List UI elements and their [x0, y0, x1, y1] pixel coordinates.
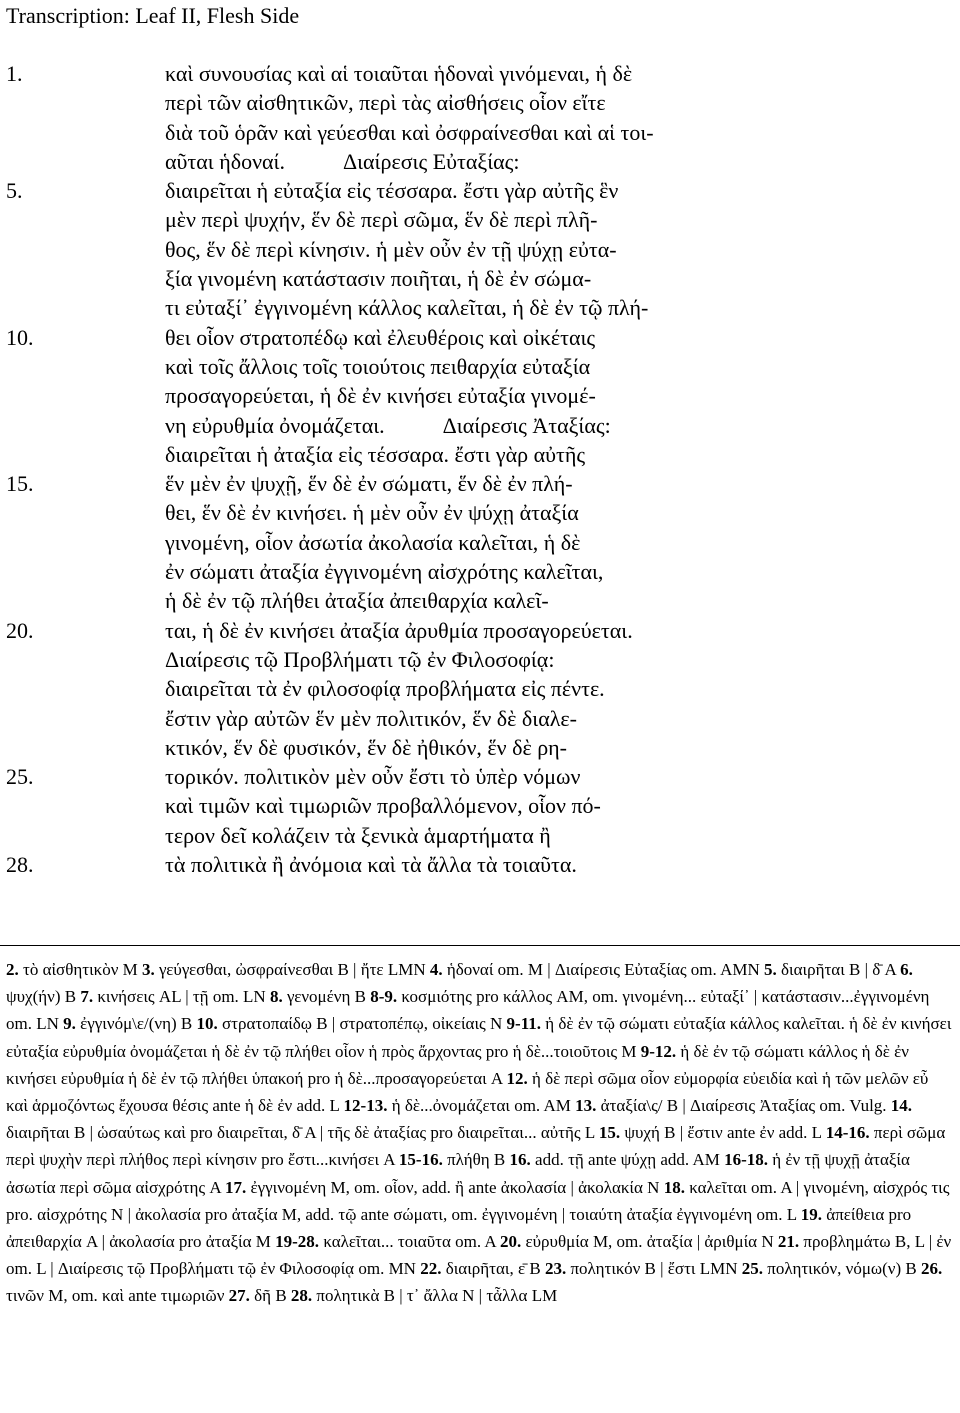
- apparatus-text: add. τῇ ante ψύχῃ add. AM: [530, 1150, 725, 1170]
- apparatus-ref: 6.: [900, 960, 913, 979]
- apparatus-text: πολητικόν, νόμω(ν) B: [763, 1259, 921, 1279]
- section-heading: Διαίρεσις Ἀταξίας:: [442, 412, 611, 438]
- text-line: [0, 323, 960, 352]
- apparatus-note: [142, 960, 430, 979]
- line-text: [165, 381, 596, 410]
- apparatus-ref: 9.: [63, 1014, 76, 1034]
- text-line: [0, 645, 960, 674]
- line-text: [165, 674, 605, 703]
- line-text: [165, 118, 654, 147]
- apparatus-ref: 19-28.: [275, 1232, 320, 1252]
- line-body: θος, ἕν δὲ περὶ κίνησιν. ἡ μὲν οὖν ἐν τῇ ψύχῃ εὐτα-: [165, 236, 617, 262]
- apparatus-ref: 12-13.: [343, 1096, 388, 1116]
- line-text: [165, 791, 601, 820]
- line-body: γινομένη, οἷον ἀσωτία ἀκολασία καλεῖται, ἡ δὲ: [165, 529, 581, 555]
- apparatus-text: ἡ δὲ ἐν τῷ σώματι εὐταξία κάλλος καλεῖται. ἡ δὲ ἐν κινήσει εὐταξία εὐρυθμία ὀνομάζεται ἡ δὲ ἐν τῷ πλήθει οἷον ἡ πρὸς ἄρχοντας pro ἡ δὲ...τοιοῦτοις M: [6, 1014, 952, 1061]
- line-body: νη εὐρυθμία ὀνομάζεται.: [165, 412, 385, 438]
- apparatus-ref: 27.: [228, 1286, 250, 1306]
- text-line: [0, 528, 960, 557]
- apparatus-ref: 16.: [509, 1150, 531, 1170]
- text-line: [0, 176, 960, 205]
- line-text: [165, 821, 551, 850]
- apparatus-ref: 9-12.: [640, 1041, 677, 1061]
- text-line: [0, 118, 960, 147]
- apparatus-ref: 8-9.: [370, 987, 398, 1007]
- line-text: [165, 264, 591, 293]
- apparatus-ref: 2.: [6, 960, 19, 979]
- apparatus-ref: 26.: [920, 1259, 943, 1279]
- line-text: [165, 528, 580, 557]
- line-body: καὶ συνουσίας καὶ αἱ τοιαῦται ἡδοναὶ γινόμεναι, ἡ δὲ: [165, 61, 633, 86]
- apparatus-ref: 18.: [663, 1177, 685, 1197]
- apparatus-text: ἀταξία\ς/ B | Διαίρεσις Ἀταξίας om. Vulg.: [596, 1096, 891, 1116]
- line-text: [165, 762, 580, 791]
- line-body: τερον δεῖ κολάζειν τὰ ξενικὰ ἁμαρτήματα ἢ: [165, 822, 551, 848]
- text-line: [0, 147, 960, 176]
- line-text: [165, 352, 590, 381]
- apparatus-note: [229, 1286, 291, 1305]
- line-number: 1.: [6, 61, 23, 86]
- apparatus-text: ἡ δὲ περὶ σῶμα οἷον εὐμορφία εὐειδία καὶ ἡ τῶν μελῶν εὖ καὶ ἁρμοζόντως ἔχουσα θέσις ante ἡ δὲ ἐν add. L: [6, 1068, 929, 1116]
- line-body: διὰ τοῦ ὁρᾶν καὶ γεύεσθαι καὶ ὀσφραίνεσθαι καὶ αἱ τοι-: [165, 119, 654, 145]
- line-body: κτικόν, ἕν δὲ φυσικόν, ἕν δὲ ἠθικόν, ἕν δὲ ρη-: [165, 734, 568, 760]
- text-line: [0, 469, 960, 498]
- apparatus-ref: 13.: [575, 1096, 597, 1116]
- apparatus-ref: 20.: [500, 1232, 522, 1252]
- line-body: διαιρεῖται ἡ εὐταξία εἰς τέσσαρα. ἔστι γὰρ αὐτῆς ἓν: [165, 178, 619, 204]
- line-body: διαιρεῖται ἡ ἀταξία εἰς τέσσαρα. ἔστι γὰρ αὐτῆς: [165, 441, 586, 467]
- line-number: 20.: [6, 617, 34, 643]
- line-number: 5.: [6, 178, 23, 204]
- apparatus-text: διαιρῆται, ε̄ B: [441, 1259, 545, 1279]
- line-text: [165, 59, 632, 88]
- apparatus-note: [197, 1014, 507, 1033]
- line-text: [165, 411, 611, 440]
- apparatus-note: [420, 1259, 545, 1278]
- line-text: [165, 733, 567, 762]
- apparatus-ref: 21.: [777, 1232, 800, 1252]
- line-body: ἔστιν γὰρ αὐτῶν ἕν μὲν πολιτικόν, ἕν δὲ διαλε-: [165, 705, 577, 731]
- apparatus-text: ἡδοναί om. M | Διαίρεσις Εὐταξίας om. AMN: [442, 960, 765, 979]
- apparatus-text: καλεῖται... τοιαῦτα om. A: [319, 1232, 500, 1252]
- text-line: [0, 557, 960, 586]
- apparatus-note: [80, 987, 270, 1006]
- text-line: [0, 733, 960, 762]
- apparatus-text: εὐρυθμία M, om. ἀταξία | ἀριθμία N: [521, 1232, 778, 1252]
- text-line: [0, 352, 960, 381]
- text-line: [0, 704, 960, 733]
- apparatus-ref: 7.: [80, 987, 94, 1007]
- apparatus-ref: 4.: [429, 960, 443, 979]
- text-line: [0, 762, 960, 791]
- apparatus-ref: 16-18.: [724, 1150, 769, 1170]
- apparatus-text: γεύγεσθαι, ὠσφραίνεσθαι B | ἤτε LMN: [154, 960, 430, 979]
- line-text: [165, 440, 585, 469]
- apparatus-text: δῆ B: [249, 1286, 291, 1306]
- text-line: [0, 411, 960, 440]
- apparatus-text: ψυχ(ήν) B: [6, 987, 81, 1007]
- apparatus-text: ἐγγινομένη M, om. οἷον, add. ἢ ante ἀκολασία | ἀκολακία N: [246, 1177, 664, 1197]
- apparatus-note: [63, 1014, 196, 1033]
- line-number: 10.: [6, 324, 34, 350]
- line-text: [165, 586, 549, 615]
- apparatus-note: [545, 1259, 742, 1278]
- line-body: ἡ δὲ ἐν τῷ πλήθει ἀταξία ἀπειθαρχία καλεῖ-: [165, 588, 549, 614]
- apparatus-text: ἡ δὲ...ὀνομάζεται om. AM: [387, 1096, 576, 1116]
- text-line: [0, 791, 960, 820]
- apparatus-text: πλήθη B: [442, 1150, 510, 1170]
- apparatus-text: στρατοπαίδῳ B | στρατοπέπῳ, οἰκείαις N: [217, 1014, 507, 1034]
- text-line: [0, 821, 960, 850]
- apparatus-ref: 15-16.: [398, 1150, 443, 1170]
- apparatus-note: [599, 1123, 826, 1142]
- apparatus-ref: 3.: [142, 960, 155, 979]
- line-body: θει, ἕν δὲ ἐν κινήσει. ἡ μὲν οὖν ἐν ψύχῃ ἀταξία: [165, 500, 579, 526]
- apparatus-note: [344, 1096, 576, 1115]
- line-body: τορικόν. πολιτικὸν μὲν οὖν ἔστι τὸ ὑπὲρ νόμων: [165, 764, 581, 790]
- line-text: [165, 88, 606, 117]
- line-body: μὲν περὶ ψυχήν, ἕν δὲ περὶ σῶμα, ἕν δὲ περὶ πλῆ-: [165, 207, 598, 233]
- apparatus-note: [764, 960, 900, 979]
- apparatus-text: ἡ δὲ ἐν τῷ σώματι κάλλος ἡ δὲ ἐν κινήσει εὐρυθμία ἡ δὲ ἐν τῷ πλήθει ὑπακοή pro ἡ δὲ...προσαγορεύεται A: [6, 1041, 909, 1088]
- line-text: [165, 205, 597, 234]
- text-line: [0, 616, 960, 645]
- apparatus-text: ψυχή B | ἔστιν ante ἐν add. L: [620, 1123, 826, 1143]
- critical-apparatus: [6, 956, 954, 1310]
- apparatus-ref: 10.: [196, 1014, 218, 1034]
- apparatus-ref: 28.: [290, 1286, 313, 1306]
- line-body: καὶ τοῖς ἄλλοις τοῖς τοιούτοις πειθαρχία εὐταξία: [165, 353, 591, 379]
- line-body: διαιρεῖται τὰ ἐν φιλοσοφίᾳ προβλήματα εἰς πέντε.: [165, 676, 605, 702]
- apparatus-text: κινήσεις AL | τῇ om. LN: [93, 987, 270, 1007]
- apparatus-text: γενομένη B: [282, 987, 371, 1007]
- line-text: [165, 176, 618, 205]
- apparatus-text: ἐγγινόμ\ε/(νη) B: [75, 1014, 197, 1034]
- apparatus-text: διαιρῆται B | δ̄ A: [776, 960, 901, 979]
- line-text: [165, 704, 577, 733]
- line-number: 25.: [6, 764, 34, 790]
- apparatus-note: [225, 1178, 664, 1197]
- text-line: [0, 205, 960, 234]
- apparatus-note: [430, 960, 764, 979]
- line-text: [165, 557, 603, 586]
- transcription-text: [0, 59, 960, 879]
- line-body: καὶ τιμῶν καὶ τιμωριῶν προβαλλόμενον, οἷον πό-: [165, 793, 601, 819]
- apparatus-ref: 25.: [741, 1259, 764, 1279]
- apparatus-text: κοσμιότης pro κάλλος AM, om. γινομένη... εὐταξί᾽ | κατάστασιν...ἐγγινομένη om. LN: [6, 987, 930, 1034]
- apparatus-text: διαιρῆται B | ὡσαύτως καὶ pro διαιρεῖται, δ̄ A | τῆς δὲ ἀταξίας pro διαιρεῖται... αὐτῆς L: [6, 1123, 599, 1143]
- apparatus-note: [500, 1232, 778, 1251]
- text-line: [0, 235, 960, 264]
- apparatus-note: [270, 987, 370, 1006]
- line-body: περὶ τῶν αἰσθητικῶν, περὶ τὰς αἰσθήσεις οἷον εἴτε: [165, 90, 606, 116]
- apparatus-text: τινῶν M, om. καὶ ante τιμωριῶν: [6, 1286, 229, 1306]
- apparatus-text: πολητικόν B | ἔστι LMN: [566, 1259, 742, 1279]
- text-line: [0, 674, 960, 703]
- apparatus-note: [6, 960, 142, 979]
- apparatus-ref: 19.: [800, 1204, 823, 1224]
- line-body: τὰ πολιτικὰ ἢ ἀνόμοια καὶ τὰ ἄλλα τὰ τοιαῦτα.: [165, 852, 577, 878]
- line-body: Διαίρεσις τῷ Προβλήματι τῷ ἐν Φιλοσοφίᾳ:: [165, 646, 555, 672]
- apparatus-note: [575, 1096, 891, 1115]
- page-title: Transcription: Leaf II, Flesh Side: [6, 3, 300, 28]
- apparatus-ref: 22.: [420, 1259, 442, 1279]
- text-line: [0, 440, 960, 469]
- line-text: [165, 498, 579, 527]
- line-body: ται, ἡ δὲ ἐν κινήσει ἀταξία ἀρυθμία προσαγορεύεται.: [165, 617, 633, 643]
- line-number: 28.: [6, 852, 34, 878]
- line-text: [165, 147, 519, 176]
- text-line: [0, 498, 960, 527]
- apparatus-note: [291, 1286, 557, 1305]
- line-body: τι εὐταξί᾽ ἐγγινομένη κάλλος καλεῖται, ἡ δὲ ἐν τῷ πλή-: [165, 295, 649, 321]
- apparatus-ref: 8.: [269, 987, 283, 1007]
- apparatus-divider: [0, 945, 960, 946]
- line-text: [165, 469, 573, 498]
- text-line: [0, 850, 960, 879]
- line-body: αῦται ἡδοναί.: [165, 148, 285, 174]
- line-text: [165, 645, 554, 674]
- text-line: [0, 381, 960, 410]
- apparatus-ref: 15.: [598, 1123, 621, 1143]
- apparatus-text: καλεῖται om. A | γινομένη, αἰσχρός τις pro. αἰσχρότης N | ἀκολασία pro ἀταξία M, add. τῷ ante σώματι, om. ἐγγινομένη | τοιαύτη ἀταξία ἐγγινομένη om. L: [6, 1177, 950, 1224]
- apparatus-note: [742, 1259, 921, 1278]
- apparatus-ref: 14-16.: [825, 1123, 870, 1143]
- apparatus-text: τὸ αἰσθητικὸν M: [18, 960, 143, 979]
- apparatus-text: πολητικὰ B | τ᾽ ἄλλα N | τἆλλα LM: [312, 1286, 558, 1306]
- line-text: [165, 293, 648, 322]
- apparatus-ref: 12.: [506, 1068, 528, 1088]
- line-body: ξία γινομένη κατάστασιν ποιῆται, ἡ δὲ ἐν σώμα-: [165, 266, 592, 292]
- apparatus-text: προβλημάτω B, L | ἐν om. L | Διαίρεσις τῷ Προβλήματι τῷ ἐν Φιλοσοφίᾳ om. MN: [6, 1232, 952, 1279]
- apparatus-ref: 23.: [544, 1259, 567, 1279]
- apparatus-text: περὶ σῶμα περὶ ψυχὴν περὶ πλήθος περὶ κίνησιν pro ἔστι...κινήσει A: [6, 1123, 946, 1170]
- line-body: ἐν σώματι ἀταξία ἐγγινομένη αἰσχρότης καλεῖται,: [165, 559, 604, 585]
- apparatus-text: ἀπείθεια pro ἀπειθαρχία A | ἀκολασία pro ἀταξία M: [6, 1204, 912, 1252]
- text-line: [0, 59, 960, 88]
- line-text: [165, 235, 617, 264]
- apparatus-text: ἡ ἐν τῇ ψυχῇ ἀταξία ἀσωτία περὶ σῶμα αἰσχρότης A: [6, 1150, 910, 1197]
- line-text: [165, 616, 633, 645]
- line-body: ἕν μὲν ἐν ψυχῇ, ἕν δὲ ἐν σώματι, ἕν δὲ ἐν πλή-: [165, 471, 573, 497]
- apparatus-note: [399, 1150, 510, 1169]
- apparatus-ref: 17.: [224, 1177, 247, 1197]
- section-heading: Διαίρεσις Εὐταξίας:: [342, 148, 520, 174]
- line-number: 15.: [6, 471, 34, 497]
- apparatus-ref: 14.: [890, 1096, 913, 1116]
- apparatus-note: [510, 1150, 725, 1169]
- apparatus-ref: 9-11.: [506, 1014, 542, 1034]
- text-line: [0, 88, 960, 117]
- line-body: θει οἷον στρατοπέδῳ καὶ ἐλευθέροις καὶ οἰκέταις: [165, 324, 596, 350]
- text-line: [0, 293, 960, 322]
- apparatus-ref: 5.: [764, 960, 777, 979]
- line-text: [165, 850, 577, 879]
- line-text: [165, 323, 595, 352]
- text-line: [0, 264, 960, 293]
- line-body: προσαγορεύεται, ἡ δὲ ἐν κινήσει εὐταξία γινομέ-: [165, 383, 596, 409]
- text-line: [0, 586, 960, 615]
- apparatus-note: [275, 1232, 500, 1251]
